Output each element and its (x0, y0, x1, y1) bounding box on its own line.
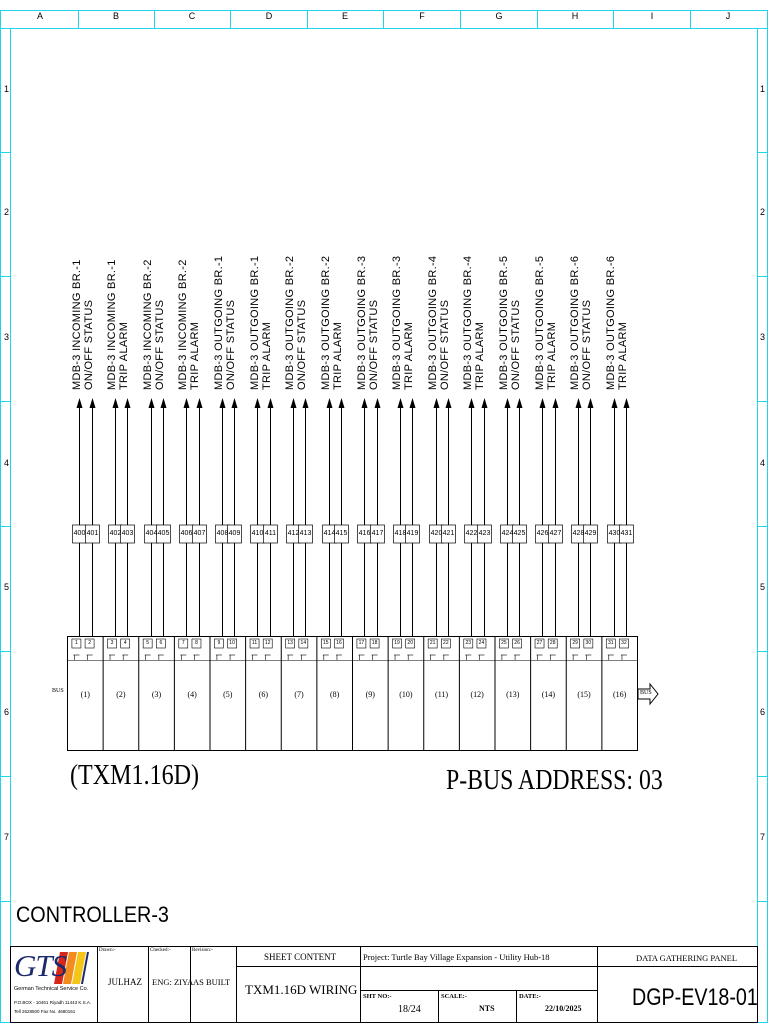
slot-label: (10) (399, 690, 413, 699)
column-label: D (265, 11, 273, 21)
signal-label-line1: MDB-3 OUTGOING BR.-2 (319, 255, 332, 390)
slot-label: (15) (577, 690, 591, 699)
row-label-left: 4 (4, 458, 10, 468)
signal-label-line2: TRIP ALARM (118, 321, 131, 390)
terminal-number: 402 (109, 530, 122, 537)
signal-label-line2: ON/OFF STATUS (296, 299, 309, 390)
signal-label (284, 256, 308, 390)
slot-label: (6) (258, 690, 269, 699)
channel-number: 18 (371, 640, 378, 646)
slot-label: (13) (506, 690, 520, 699)
signal-label (249, 256, 273, 390)
drawing-number: DGP-EV18-01 (632, 984, 758, 1011)
channel-number: 7 (181, 640, 185, 646)
terminal-number: 425 (513, 530, 526, 537)
column-label: G (495, 11, 503, 21)
signal-label (498, 256, 522, 390)
row-label-right: 2 (760, 207, 766, 217)
terminal-number: 428 (572, 530, 585, 537)
scale-value: NTS (479, 1004, 495, 1013)
sheet-no-value: 18/24 (398, 1004, 421, 1015)
revision-label: Revision:- (192, 948, 213, 953)
column-label: I (650, 11, 654, 21)
signal-label-line1: MDB-3 OUTGOING BR.-3 (391, 255, 404, 390)
column-label: H (571, 11, 579, 21)
terminal-number: 424 (501, 530, 514, 537)
channel-number: 26 (514, 640, 520, 646)
controller-label: CONTROLLER-3 (16, 902, 169, 927)
column-label: B (112, 11, 120, 21)
signal-label-line2: ON/OFF STATUS (581, 299, 594, 390)
slot-label: (9) (365, 690, 375, 699)
terminal-number: 409 (228, 530, 241, 537)
module-name: (TXM1.16D) (70, 760, 200, 791)
signal-label-line1: MDB-3 OUTGOING BR.-4 (426, 255, 439, 390)
signal-label-line1: MDB-3 OUTGOING BR.-6 (569, 255, 582, 390)
signal-label (462, 256, 486, 390)
slot-label: (14) (541, 690, 556, 699)
slot-label: (1) (80, 690, 90, 699)
date-label: DATE:- (519, 993, 541, 1000)
signal-label (605, 256, 629, 390)
row-label-right: 6 (760, 707, 766, 717)
signal-label (213, 256, 237, 390)
terminal-number: 423 (478, 530, 491, 537)
terminal-number: 414 (323, 530, 336, 537)
slot-label: (3) (151, 690, 162, 699)
terminal-number: 400 (73, 530, 86, 537)
terminal-number: 401 (86, 530, 99, 537)
channel-number: 9 (217, 640, 221, 646)
terminal-number: 421 (442, 530, 455, 537)
column-label: E (341, 11, 349, 21)
project-name: Project: Turtle Bay Village Expansion - Utility Hub-18 (363, 952, 550, 962)
signal-label-line1: MDB-3 OUTGOING BR.-2 (284, 255, 297, 390)
row-label-right: 5 (760, 582, 766, 592)
terminal-number: 417 (371, 530, 384, 537)
channel-number: 20 (407, 640, 413, 646)
column-label: C (188, 11, 196, 21)
channel-number: 11 (251, 640, 258, 646)
signal-label-line2: ON/OFF STATUS (438, 299, 451, 390)
terminal-number: 422 (465, 530, 478, 537)
row-label-left: 5 (4, 582, 10, 592)
scale-label: SCALE:- (441, 993, 468, 1000)
signal-label-line2: ON/OFF STATUS (225, 299, 237, 390)
sheet-content-value: TXM1.16D WIRING (245, 982, 358, 997)
row-label-left: 6 (4, 707, 10, 717)
company-phone: Tell 2628500 Fax No. 4680161 (14, 1009, 76, 1014)
signal-label (391, 256, 415, 390)
signal-label-line2: ON/OFF STATUS (82, 299, 95, 390)
slot-label: (7) (294, 690, 304, 699)
signal-label-line1: MDB-3 OUTGOING BR.-5 (498, 255, 510, 390)
signal-label-line1: MDB-3 INCOMING BR.-2 (177, 259, 190, 390)
bus-out-label: BUS (640, 690, 652, 696)
signal-label-line2: TRIP ALARM (331, 321, 344, 390)
signal-label-line2: ON/OFF STATUS (367, 299, 380, 390)
signal-label (569, 256, 593, 390)
revision-value: AS BUILT (193, 977, 231, 987)
slot-label: (4) (187, 690, 197, 699)
signal-label (320, 256, 344, 390)
channel-number: 4 (123, 640, 127, 646)
terminal-number: 408 (216, 530, 229, 537)
terminal-number: 418 (394, 530, 407, 537)
channel-number: 22 (443, 640, 449, 646)
channel-number: 2 (88, 640, 91, 646)
terminal-number: 412 (287, 530, 300, 537)
signal-label (177, 259, 201, 390)
slot-label: (12) (470, 690, 484, 699)
channel-number: 10 (229, 640, 235, 646)
signal-label-line2: TRIP ALARM (260, 321, 273, 390)
terminal-number: 427 (549, 530, 562, 537)
row-label-right: 4 (760, 458, 766, 468)
terminal-number: 420 (430, 530, 443, 537)
row-label-right: 7 (760, 832, 766, 842)
panel-label: DATA GATHERING PANEL (636, 953, 738, 963)
channel-number: 27 (536, 640, 543, 646)
slot-label: (8) (330, 690, 340, 699)
signal-label-line1: MDB-3 INCOMING BR.-1 (70, 259, 83, 390)
terminal-number: 407 (193, 530, 206, 537)
pbus-address: P-BUS ADDRESS: 03 (446, 764, 663, 796)
slot-label: (16) (613, 690, 627, 699)
slot-label: (5) (223, 690, 233, 699)
row-label-right: 3 (760, 332, 766, 342)
channel-number: 32 (621, 640, 627, 646)
row-label-left: 2 (4, 207, 10, 217)
signal-label-line1: MDB-3 OUTGOING BR.-5 (533, 255, 546, 390)
signal-label-line2: TRIP ALARM (616, 321, 629, 390)
checked-value: ENG: ZIYA (152, 977, 194, 987)
terminal-number: 406 (180, 530, 193, 537)
signal-label (106, 259, 130, 390)
signal-label (534, 256, 558, 390)
channel-number: 14 (300, 640, 307, 646)
channel-number: 8 (195, 640, 198, 646)
drawn-label: Drawn:- (99, 948, 116, 953)
terminal-number: 411 (264, 530, 277, 537)
channel-number: 29 (572, 640, 578, 646)
row-label-left: 1 (4, 84, 10, 94)
channel-number: 12 (264, 640, 271, 646)
checked-label: Checked:- (150, 948, 171, 953)
column-label: J (725, 11, 731, 21)
channel-number: 23 (465, 640, 472, 646)
date-value: 22/10/2025 (545, 1004, 582, 1013)
bus-in-label: BUS (52, 688, 64, 694)
signal-label-line1: MDB-3 OUTGOING BR.-3 (355, 255, 368, 390)
channel-number: 25 (501, 640, 507, 646)
channel-number: 3 (110, 640, 114, 646)
slot-label: (11) (435, 690, 449, 699)
signal-label-line1: MDB-3 INCOMING BR.-1 (106, 259, 119, 390)
sheet-no-label: SHT NO:- (363, 993, 392, 1000)
signal-label (356, 256, 380, 390)
channel-number: 28 (549, 640, 556, 646)
channel-number: 30 (585, 640, 592, 646)
column-label: A (36, 11, 44, 21)
terminal-number: 431 (620, 530, 633, 537)
signal-label (427, 256, 451, 390)
company-name: German Technical Service Co. (14, 986, 89, 992)
channel-number: 6 (159, 640, 163, 646)
signal-label-line2: TRIP ALARM (545, 321, 558, 390)
channel-number: 24 (478, 640, 485, 646)
signal-label-line1: MDB-3 INCOMING BR.-2 (141, 259, 154, 390)
terminal-number: 416 (358, 530, 371, 537)
terminal-number: 413 (299, 530, 312, 537)
signal-label-line2: ON/OFF STATUS (510, 299, 522, 390)
signal-label-line2: TRIP ALARM (474, 321, 487, 390)
channel-number: 31 (608, 640, 614, 646)
channel-number: 21 (429, 640, 436, 646)
company-address: P.O.BOX - 10461 Riyadh 11443 K.S.A. (14, 1000, 92, 1005)
signal-label-line1: MDB-3 OUTGOING BR.-1 (248, 255, 261, 390)
signal-label-line2: ON/OFF STATUS (153, 299, 166, 390)
terminal-number: 415 (335, 530, 348, 537)
terminal-number: 410 (251, 530, 264, 537)
row-label-left: 3 (4, 332, 10, 342)
signal-label-line1: MDB-3 OUTGOING BR.-4 (462, 255, 475, 390)
row-label-left: 7 (4, 832, 10, 842)
signal-label-line2: TRIP ALARM (189, 321, 202, 390)
signal-label (142, 259, 166, 390)
channel-number: 13 (287, 640, 293, 646)
channel-number: 17 (358, 640, 365, 646)
slot-label: (2) (116, 690, 126, 699)
column-label: F (419, 11, 425, 21)
signal-label (71, 259, 95, 390)
row-label-right: 1 (760, 84, 766, 94)
signal-label-line1: MDB-3 OUTGOING BR.-1 (213, 255, 225, 390)
channel-number: 1 (75, 640, 78, 646)
channel-number: 16 (336, 640, 342, 646)
terminal-number: 429 (584, 530, 597, 537)
channel-number: 15 (323, 640, 329, 646)
terminal-number: 404 (145, 530, 158, 537)
terminal-number: 430 (608, 530, 621, 537)
signal-label-line1: MDB-3 OUTGOING BR.-6 (604, 255, 617, 390)
terminal-number: 419 (406, 530, 419, 537)
terminal-number: 405 (157, 530, 170, 537)
drawn-value: JULHAZ (108, 977, 142, 987)
terminal-number: 426 (536, 530, 549, 537)
logo-text: GTS (14, 948, 67, 983)
channel-number: 19 (394, 640, 400, 646)
signal-label-line2: TRIP ALARM (403, 321, 416, 390)
channel-number: 5 (146, 640, 150, 646)
terminal-number: 403 (121, 530, 134, 537)
sheet-content-label: SHEET CONTENT (264, 952, 337, 962)
